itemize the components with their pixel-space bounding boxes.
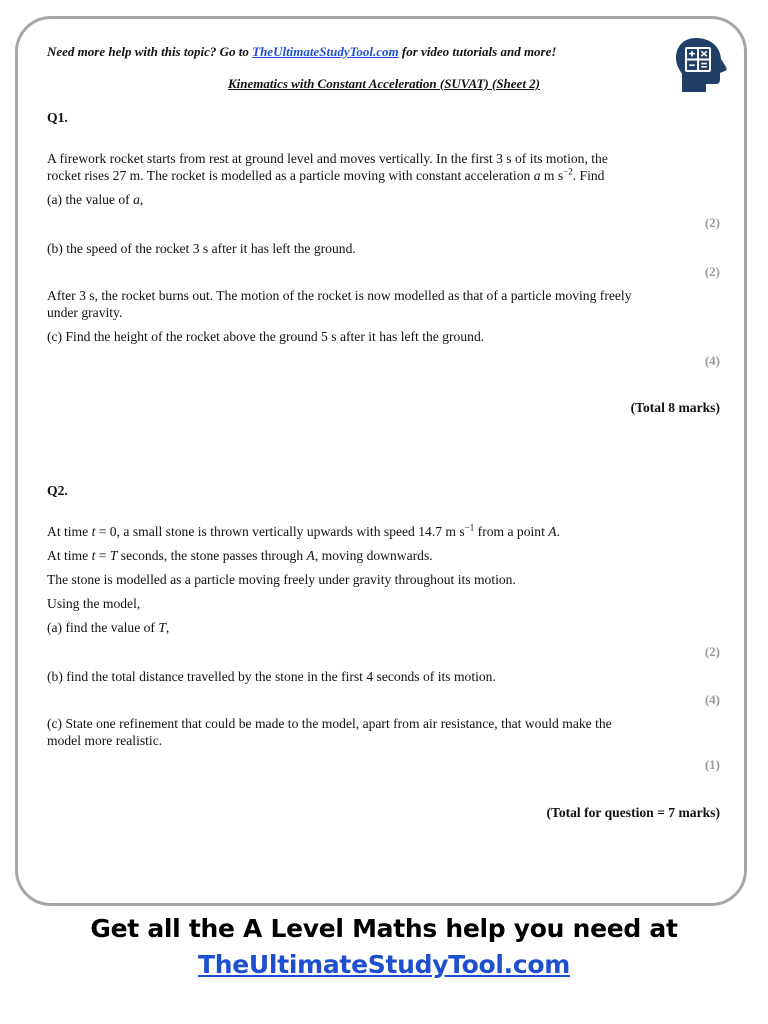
footer-banner-link[interactable]: TheUltimateStudyTool.com	[198, 950, 570, 979]
q1-part-b: (b) the speed of the rocket 3 s after it has left the ground.	[47, 241, 356, 256]
q1-part-c: (c) Find the height of the rocket above the ground 5 s after it has left the ground.	[47, 329, 485, 344]
q1-part-c-marks: (4)	[704, 353, 720, 368]
q2-line4: Using the model,	[47, 596, 141, 611]
q2-line3: The stone is modelled as a particle moving freely under gravity throughout its motion.	[47, 572, 516, 587]
q2-part-c-marks: (1)	[704, 757, 720, 772]
q1-intro-line2: rocket rises 27 m. The rocket is modelled as a particle moving with constant acceleration a m $s^{-2}$. Find	[47, 166, 605, 183]
q2-part-b-marks: (4)	[704, 692, 720, 707]
help-banner-text: Need more help with this topic? Go to TheUltimateStudyTool.com for video tutorials and more!	[47, 44, 557, 59]
q1-part-a: (a) the value of a,	[47, 192, 144, 207]
q1-after-line2: under gravity.	[47, 305, 123, 320]
q2-part-a: (a) find the value of T,	[47, 620, 170, 635]
help-link[interactable]: TheUltimateStudyTool.com	[252, 44, 399, 59]
q1-intro-line1: A firework rocket starts from rest at ground level and moves vertically. In the first 3 s of its motion, the	[47, 151, 608, 166]
q2-part-c-line2: model more realistic.	[47, 733, 163, 748]
q2-part-b: (b) find the total distance travelled by the stone in the first 4 seconds of its motion.	[47, 669, 496, 684]
q1-after-line1: After 3 s, the rocket burns out. The motion of the rocket is now modelled as that of a particle moving freely	[47, 288, 632, 303]
q2-line1: At time t = 0, a small stone is thrown vertically upwards with speed 14.7 m $s^{-1}$ from a point A.	[47, 522, 560, 539]
q1-part-b-marks: (2)	[704, 264, 720, 279]
q2-part-a-marks: (2)	[704, 644, 720, 659]
sheet-title: Kinematics with Constant Acceleration (SUVAT) (Sheet 2)	[227, 76, 541, 91]
q2-total: (Total for question = 7 marks)	[546, 805, 720, 820]
q1-total: (Total 8 marks)	[630, 400, 720, 415]
q1-part-a-marks: (2)	[704, 215, 720, 230]
q2-line2: At time t = T seconds, the stone passes through A, moving downwards.	[47, 548, 433, 563]
q2-part-c-line1: (c) State one refinement that could be made to the model, apart from air resistance, that would make the	[47, 716, 612, 731]
q2-label: Q2.	[47, 483, 68, 498]
q1-label: Q1.	[47, 110, 68, 125]
footer-banner-text: Get all the A Level Maths help you need at	[90, 914, 678, 943]
